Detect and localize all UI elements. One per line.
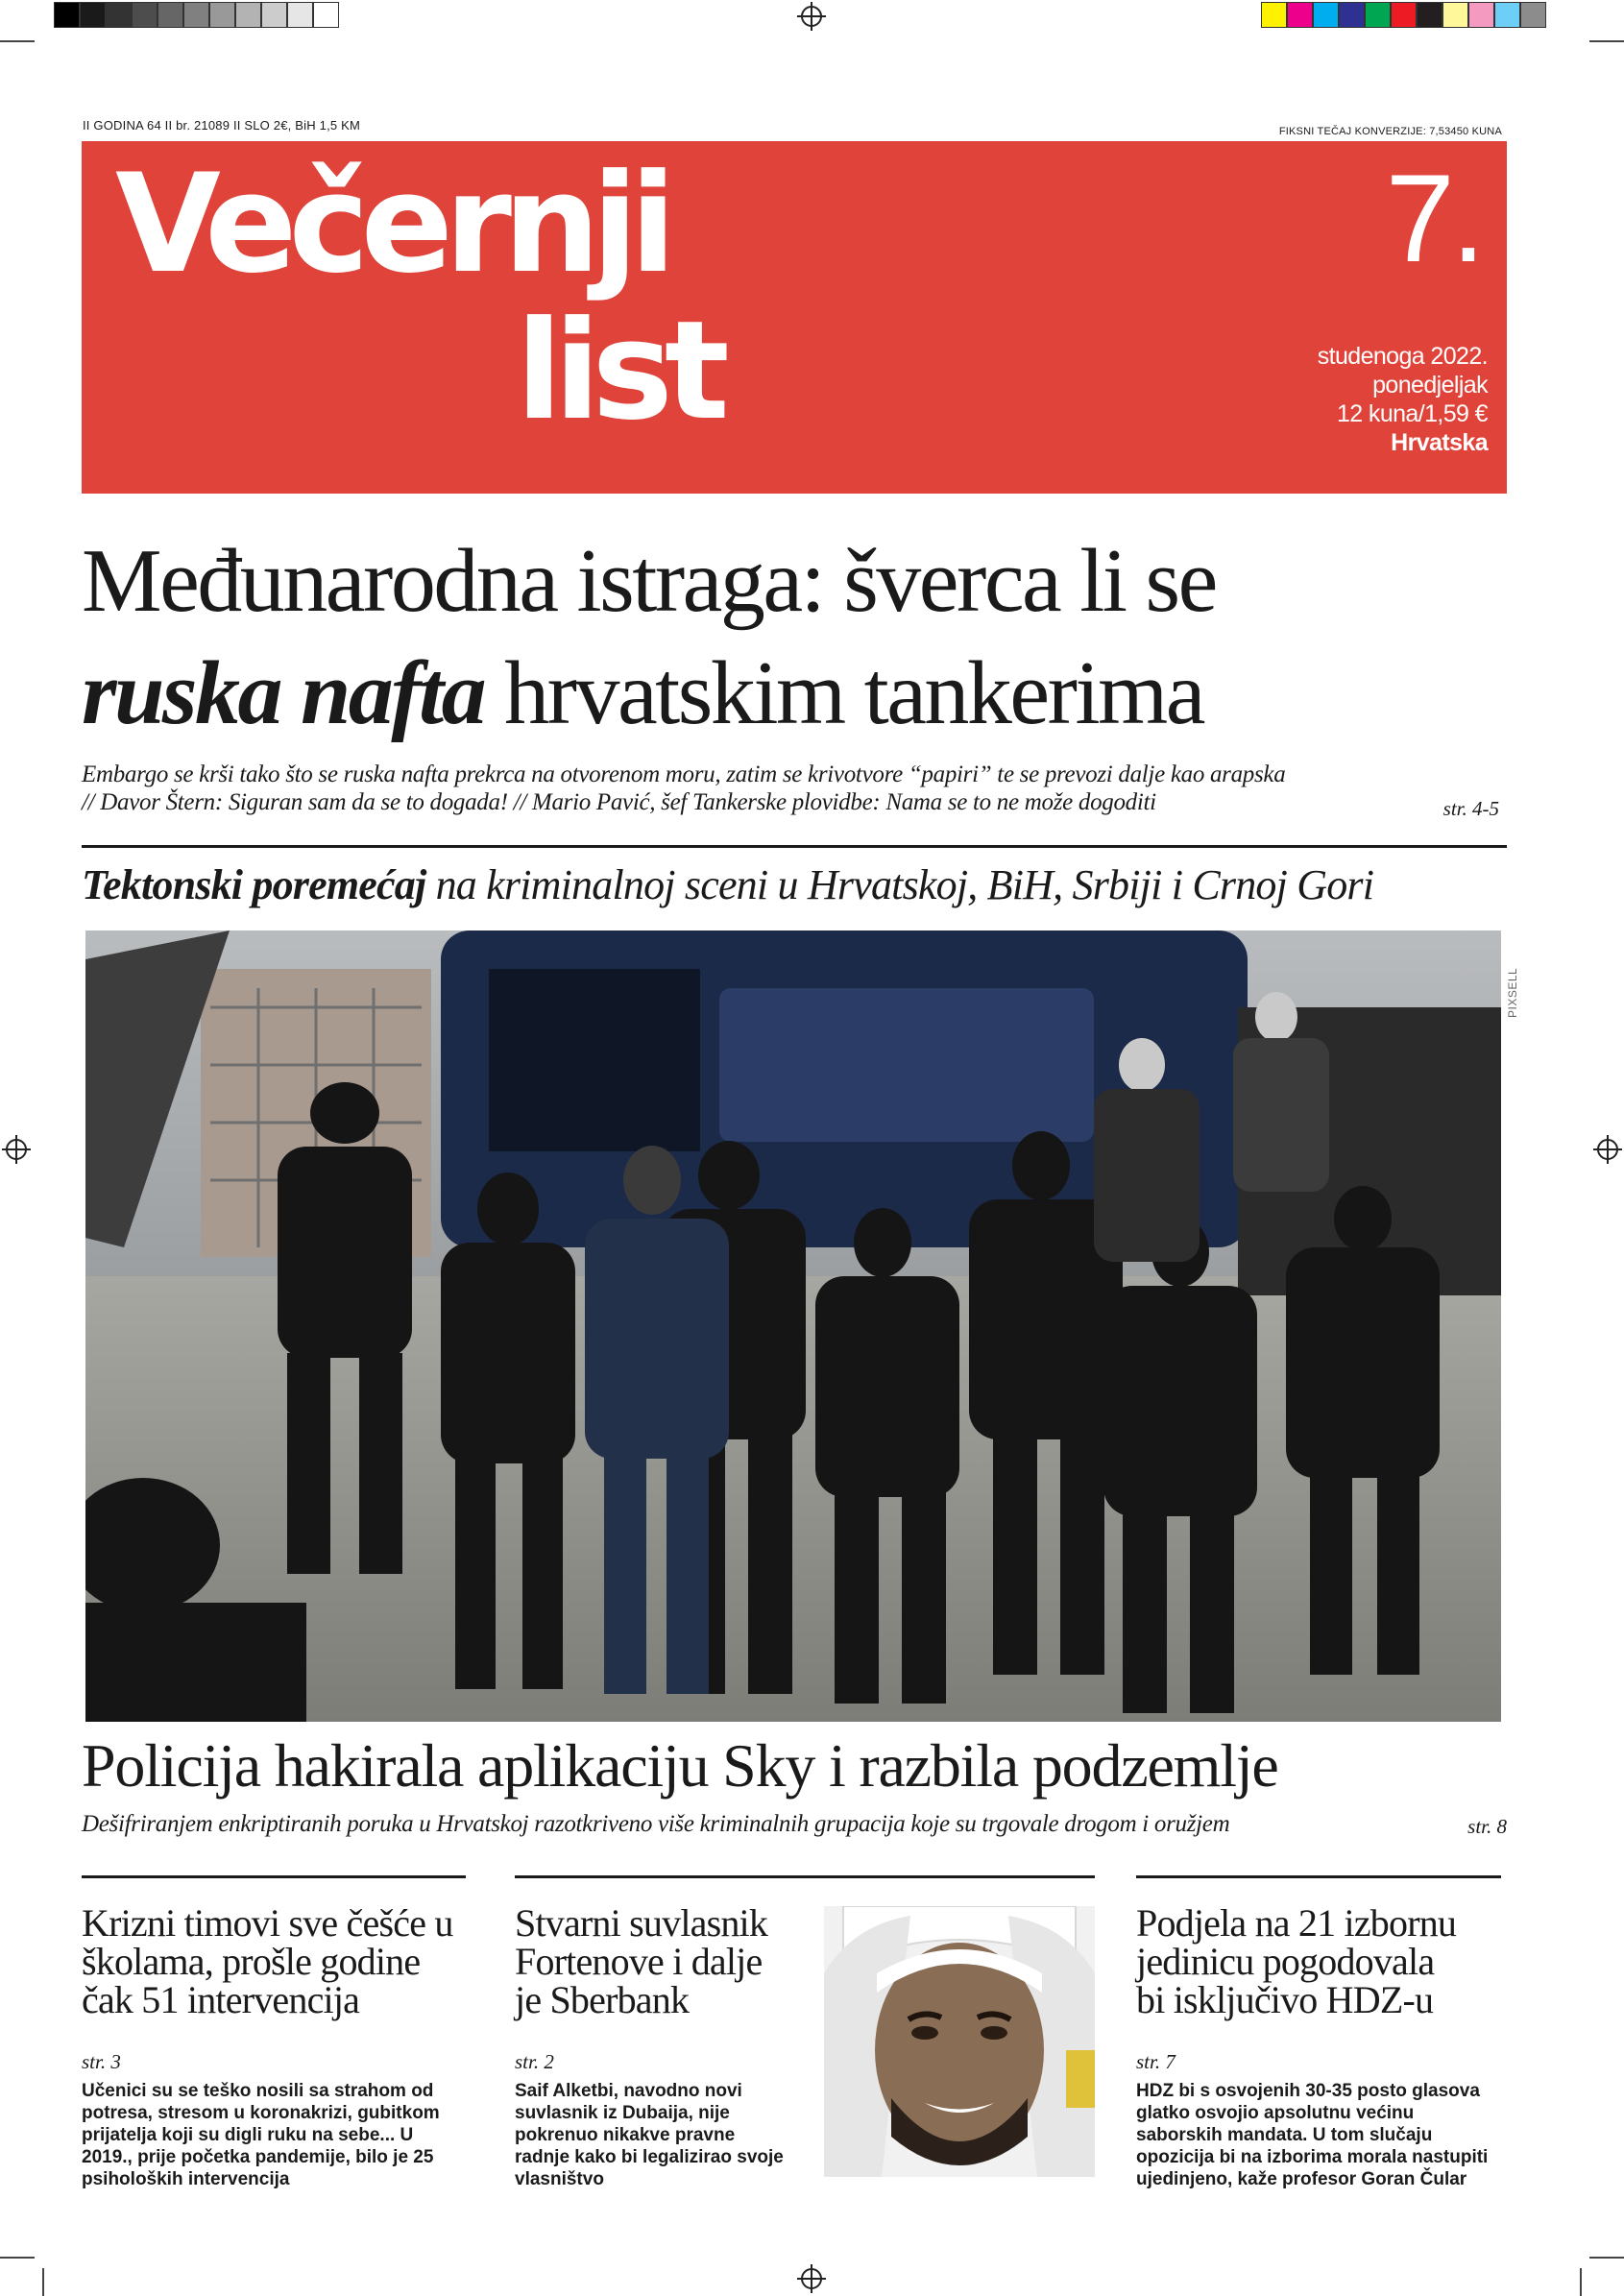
registration-mark-right — [1597, 1139, 1618, 1160]
exchange-rate: FIKSNI TEČAJ KONVERZIJE: 7,53450 KUNA — [1278, 126, 1502, 137]
calibration-swatch — [132, 2, 158, 28]
trim-mark — [1580, 2268, 1582, 2296]
calibration-swatch — [261, 2, 287, 28]
logo-line-1: Večernji — [115, 145, 668, 303]
calibration-swatch — [313, 2, 339, 28]
lead-headline-line-2 — [82, 645, 1203, 741]
portrait-image — [824, 1906, 1095, 2177]
calibration-swatch — [1417, 2, 1442, 28]
gray-calibration-strip — [54, 2, 339, 28]
calibration-swatch — [1365, 2, 1391, 28]
second-kicker — [82, 860, 1373, 909]
teaser-headline: Krizni timovi sve češće u školama, prošle godine čak 51 intervencija — [82, 1901, 453, 2021]
cover-price: 12 kuna/1,59 € — [1336, 400, 1488, 427]
trim-mark — [42, 2268, 44, 2296]
calibration-swatch — [106, 2, 132, 28]
teaser-column-3 — [1136, 1901, 1520, 2190]
divider — [82, 845, 1507, 848]
portrait-photo — [824, 1906, 1095, 2177]
issue-line: II GODINA 64 II br. 21089 II SLO 2€, BiH 1,5 KM — [83, 118, 361, 133]
calibration-swatch — [1287, 2, 1313, 28]
registration-mark-top — [801, 6, 822, 27]
lead-deck-line-2: // Davor Štern: Siguran sam da se to dogada! // Mario Pavić, šef Tankerske plovidbe: Nama se to ne može dogoditi — [82, 789, 1156, 815]
calibration-swatch — [1261, 2, 1287, 28]
calibration-swatch — [1494, 2, 1520, 28]
trim-mark — [1589, 2257, 1624, 2259]
teaser-headline: Podjela na 21 izbornu jedinicu pogodovala bi isključivo HDZ-u — [1136, 1901, 1457, 2021]
teaser-column-1 — [82, 1901, 475, 2190]
masthead-banner — [82, 141, 1507, 494]
calibration-swatch — [1442, 2, 1468, 28]
lead-headline-rest: hrvatskim tankerima — [504, 643, 1203, 743]
teaser-page-ref: str. 2 — [515, 2050, 554, 2073]
column-rule — [515, 1875, 1095, 1878]
column-rule — [1136, 1875, 1501, 1878]
lead-page-ref: str. 4-5 — [1442, 797, 1499, 820]
teaser-headline: Stvarni suvlasnik Fortenove i dalje je Sberbank — [515, 1901, 768, 2021]
calibration-swatch — [183, 2, 209, 28]
trim-mark — [0, 2257, 35, 2259]
registration-mark-bottom — [801, 2268, 822, 2289]
color-calibration-strip — [1261, 2, 1546, 28]
calibration-swatch — [80, 2, 106, 28]
calibration-swatch — [54, 2, 80, 28]
date-day: 7. — [1385, 148, 1482, 288]
lead-deck-line-1: Embargo se krši tako što se ruska nafta prekrca na otvorenom moru, zatim se krivotvore “papiri” te se prevozi dalje kao arapska — [82, 761, 1286, 787]
photo-credit: PIXSELL — [1506, 967, 1519, 1018]
second-kicker-rest: na kriminalnoj sceni u Hrvatskoj, BiH, Srbiji i Crnoj Gori — [435, 861, 1374, 908]
calibration-swatch — [235, 2, 261, 28]
calibration-swatch — [209, 2, 235, 28]
date-month-year: studenoga 2022. — [1317, 343, 1488, 370]
calibration-swatch — [158, 2, 183, 28]
teaser-column-2 — [515, 1901, 803, 2190]
calibration-swatch — [1339, 2, 1365, 28]
calibration-swatch — [1313, 2, 1339, 28]
teaser-body: HDZ bi s osvojenih 30-35 posto glasova glatko osvojio apsolutnu većinu saborskih mandata. U tom slučaju opozicija bi na izborima morala nastupiti ujedinjeno, kaže profesor Goran Čular — [1136, 2081, 1489, 2189]
second-headline: Policija hakirala aplikaciju Sky i razbila podzemlje — [82, 1731, 1278, 1800]
trim-mark — [1589, 40, 1624, 42]
teaser-body: Učenici su se teško nosili sa strahom od potresa, stresom u koronakrizi, gubitkom prijatelja koji su digli ruku na sebe... U 2019., prije početka pandemije, bilo je 25 psiholoških intervencija — [82, 2081, 440, 2189]
column-rule — [82, 1875, 466, 1878]
police-raid-photo — [85, 930, 1501, 1722]
calibration-swatch — [287, 2, 313, 28]
trim-mark — [0, 40, 35, 42]
teaser-body: Saif Alketbi, navodno novi suvlasnik iz Dubaija, nije pokrenuo nikakve pravne radnje kako bi legalizirao svoje vlasništvo — [515, 2081, 784, 2189]
second-deck: Dešifriranjem enkriptiranih poruka u Hrvatskoj razotkriveno više kriminalnih grupacija koje su trgovale drogom i oružjem — [82, 1811, 1230, 1837]
second-page-ref: str. 8 — [1467, 1815, 1507, 1838]
registration-mark-left — [6, 1139, 27, 1160]
teaser-page-ref: str. 7 — [1136, 2050, 1176, 2073]
calibration-swatch — [1391, 2, 1417, 28]
calibration-swatch — [1520, 2, 1546, 28]
logo-line-2: list — [516, 292, 721, 450]
date-weekday: ponedjeljak — [1372, 372, 1488, 399]
main-photo — [85, 930, 1501, 1722]
teaser-page-ref: str. 3 — [82, 2050, 121, 2073]
calibration-swatch — [1468, 2, 1494, 28]
edition-label: Hrvatska — [1391, 429, 1488, 456]
lead-headline-line-1: Međunarodna istraga: šverca li se — [82, 531, 1216, 631]
second-kicker-bold: Tektonski poremećaj — [82, 861, 426, 908]
lead-headline-emphasis: ruska nafta — [82, 643, 485, 743]
